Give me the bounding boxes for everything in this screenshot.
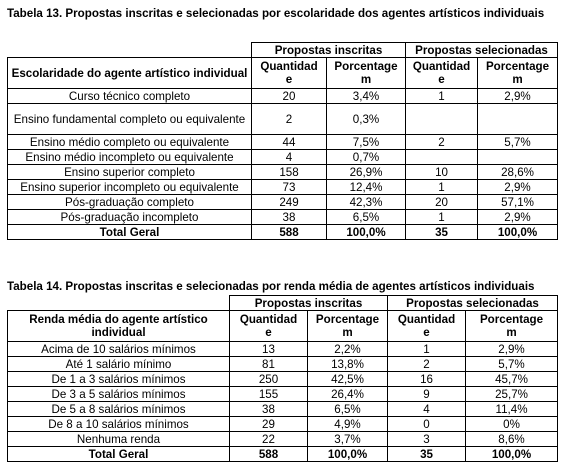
cell-value: 0 [388, 417, 466, 432]
cell-value: 81 [230, 357, 308, 372]
cell-value: 12,4% [327, 180, 406, 195]
cell-value: 4 [252, 150, 327, 165]
row-label: Nenhuma renda [8, 432, 230, 447]
col-header-porcentagem: Porcentage m [327, 58, 406, 89]
cell-value: 35 [388, 447, 466, 462]
cell-value: 4 [388, 402, 466, 417]
cell-value: 25,7% [466, 387, 558, 402]
total-row [8, 447, 558, 462]
cell-value: 1 [406, 210, 478, 225]
cell-value: 3 [388, 432, 466, 447]
table-13-caption: Tabela 13. Propostas inscritas e selecionadas por escolaridade dos agentes artísticos individuais [7, 7, 545, 20]
cell-value: 5,7% [466, 357, 558, 372]
cell-value: 588 [252, 225, 327, 240]
cell-value: 3,4% [327, 89, 406, 104]
cell-value: 10 [406, 165, 478, 180]
cell-value: 42,3% [327, 195, 406, 210]
cell-value: 42,5% [308, 372, 388, 387]
group-header-inscritas: Propostas inscritas [252, 43, 406, 58]
cell-value [406, 150, 478, 165]
col-header-quantidade: Quantidad e [406, 58, 478, 89]
cell-value: 73 [252, 180, 327, 195]
col-header-quantidade: Quantidad e [388, 311, 466, 342]
cell-value: 2 [406, 135, 478, 150]
cell-value: 2,9% [478, 210, 558, 225]
row-label: Curso técnico completo [8, 89, 252, 104]
cell-value: 158 [252, 165, 327, 180]
cell-value: 588 [230, 447, 308, 462]
cell-value: 1 [388, 342, 466, 357]
cell-value: 26,9% [327, 165, 406, 180]
table-14-caption: Tabela 14. Propostas inscritas e selecionadas por renda média de agentes artísticos individuais [7, 280, 535, 293]
row-label: Acima de 10 salários mínimos [8, 342, 230, 357]
cell-value: 16 [388, 372, 466, 387]
cell-value: 11,4% [466, 402, 558, 417]
cell-value: 2,9% [478, 89, 558, 104]
table-row [8, 372, 558, 387]
col-header-porcentagem: Porcentage m [466, 311, 558, 342]
cell-value: 3,7% [308, 432, 388, 447]
cell-value [478, 104, 558, 135]
col-header-porcentagem: Porcentage m [308, 311, 388, 342]
cell-value: 100,0% [327, 225, 406, 240]
cell-value: 1 [406, 89, 478, 104]
row-label: Ensino médio incompleto ou equivalente [8, 150, 252, 165]
cell-value: 35 [406, 225, 478, 240]
row-label: De 8 a 10 salários mínimos [8, 417, 230, 432]
cell-value: 4,9% [308, 417, 388, 432]
cell-value: 20 [252, 89, 327, 104]
row-label: Ensino médio completo ou equivalente [8, 135, 252, 150]
cell-value: 2,9% [478, 180, 558, 195]
cell-value: 2 [252, 104, 327, 135]
cell-value: 5,7% [478, 135, 558, 150]
cell-value: 249 [252, 195, 327, 210]
cell-value: 26,4% [308, 387, 388, 402]
cell-value [406, 104, 478, 135]
row-label: Até 1 salário mínimo [8, 357, 230, 372]
table-row [8, 402, 558, 417]
cell-value: 8,6% [466, 432, 558, 447]
cell-value: 38 [252, 210, 327, 225]
cell-value: 28,6% [478, 165, 558, 180]
row-header: Renda média do agente artístico individual [8, 311, 230, 342]
cell-value: 1 [406, 180, 478, 195]
cell-value: 22 [230, 432, 308, 447]
group-header-selecionadas: Propostas selecionadas [388, 296, 558, 311]
row-label: Pós-graduação completo [8, 195, 252, 210]
cell-value [478, 150, 558, 165]
table-row [8, 135, 558, 150]
table-14 [7, 295, 558, 462]
row-label: De 3 a 5 salários mínimos [8, 387, 230, 402]
group-header-inscritas: Propostas inscritas [230, 296, 388, 311]
cell-value: 100,0% [466, 447, 558, 462]
cell-value: 7,5% [327, 135, 406, 150]
row-label: Ensino fundamental completo ou equivalente [8, 104, 252, 135]
table-row [8, 89, 558, 104]
row-label: Pós-graduação incompleto [8, 210, 252, 225]
table-row [8, 165, 558, 180]
cell-value: 0,3% [327, 104, 406, 135]
cell-value: 0,7% [327, 150, 406, 165]
total-label: Total Geral [8, 225, 252, 240]
group-header-selecionadas: Propostas selecionadas [406, 43, 558, 58]
cell-value: 0% [466, 417, 558, 432]
cell-value: 2 [388, 357, 466, 372]
table-row [8, 104, 558, 135]
row-label: Ensino superior completo [8, 165, 252, 180]
table-row [8, 432, 558, 447]
cell-value: 13 [230, 342, 308, 357]
cell-value: 155 [230, 387, 308, 402]
cell-value: 100,0% [308, 447, 388, 462]
table-row [8, 387, 558, 402]
table-row [8, 357, 558, 372]
cell-value: 2,2% [308, 342, 388, 357]
cell-value: 29 [230, 417, 308, 432]
row-label: Ensino superior incompleto ou equivalente [8, 180, 252, 195]
cell-value: 2,9% [466, 342, 558, 357]
cell-value: 20 [406, 195, 478, 210]
cell-value: 57,1% [478, 195, 558, 210]
row-label: De 1 a 3 salários mínimos [8, 372, 230, 387]
cell-value: 6,5% [327, 210, 406, 225]
table-row [8, 195, 558, 210]
cell-value: 9 [388, 387, 466, 402]
cell-value: 44 [252, 135, 327, 150]
table-row [8, 150, 558, 165]
table-13 [7, 42, 558, 240]
table-row [8, 210, 558, 225]
total-label: Total Geral [8, 447, 230, 462]
cell-value: 38 [230, 402, 308, 417]
row-header: Escolaridade do agente artístico individual [8, 58, 252, 89]
row-label: De 5 a 8 salários mínimos [8, 402, 230, 417]
total-row [8, 225, 558, 240]
cell-value: 250 [230, 372, 308, 387]
col-header-quantidade: Quantidad e [252, 58, 327, 89]
col-header-porcentagem: Porcentage m [478, 58, 558, 89]
cell-value: 100,0% [478, 225, 558, 240]
col-header-quantidade: Quantidad e [230, 311, 308, 342]
table-row [8, 180, 558, 195]
cell-value: 6,5% [308, 402, 388, 417]
table-row [8, 342, 558, 357]
table-row [8, 417, 558, 432]
cell-value: 45,7% [466, 372, 558, 387]
cell-value: 13,8% [308, 357, 388, 372]
